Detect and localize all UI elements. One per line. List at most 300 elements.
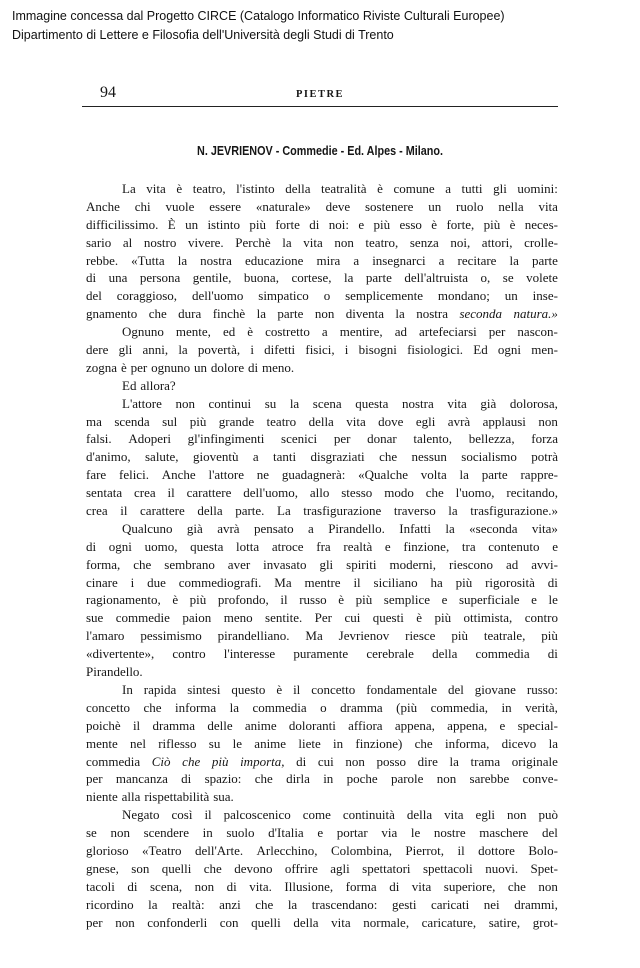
word: essere (209, 198, 242, 214)
word: confonderli (147, 914, 208, 930)
word: per (333, 431, 351, 447)
word: che (379, 449, 398, 465)
word: dire (417, 753, 438, 769)
word: attori, (481, 234, 513, 250)
word: non (507, 807, 527, 823)
word: deve (325, 198, 351, 214)
word: e (552, 538, 558, 554)
word: che (133, 556, 152, 572)
word: salute, (144, 449, 179, 465)
word: ruolo (456, 198, 484, 214)
word: Infatti (399, 520, 432, 536)
word: riescono (449, 556, 494, 572)
word: carattere (186, 485, 232, 501)
word: ne (256, 467, 270, 483)
word: è (120, 359, 127, 375)
word: il (204, 807, 212, 823)
word: e (317, 825, 324, 841)
word: sue (86, 610, 104, 626)
word: allora? (140, 377, 176, 393)
word: falsi. (86, 431, 112, 447)
word: è (172, 592, 179, 608)
word: a (438, 252, 445, 268)
text-line (86, 180, 558, 198)
word: insegnarci (372, 252, 426, 268)
word: l'istinto (236, 181, 275, 196)
word: son (131, 860, 150, 876)
word: a (445, 181, 451, 196)
word: anzi (219, 896, 241, 912)
word: forza (531, 431, 558, 447)
word: la (449, 753, 459, 769)
word: teatro, (192, 181, 226, 196)
word: gl'infingimenti (187, 431, 265, 447)
text-line (86, 914, 558, 932)
word: delle (207, 717, 233, 733)
word: tanti (273, 449, 297, 465)
word: suolo (226, 825, 255, 841)
word: cortese, (291, 270, 332, 286)
word: Pirandello. (86, 664, 143, 680)
word: il (132, 717, 141, 733)
text-line (86, 896, 558, 914)
word: non (115, 914, 135, 930)
word: Adoperi (128, 431, 171, 447)
word: la (256, 306, 266, 322)
word: buona, (243, 270, 279, 286)
word: carattere (140, 503, 185, 519)
text-line (86, 216, 558, 234)
word: di (248, 359, 259, 375)
word: La (277, 503, 291, 519)
word: Pirandello. (328, 520, 385, 536)
word: glorioso (86, 842, 129, 858)
word: allo (309, 485, 330, 501)
word: forte, (446, 216, 475, 232)
word: cinare (86, 574, 118, 590)
word: vuole (165, 198, 195, 214)
text-line (86, 323, 558, 341)
word: ad (394, 324, 407, 340)
word: recitare (457, 252, 497, 268)
word: nella (498, 198, 524, 214)
text-line (86, 377, 558, 395)
word: nostra (416, 306, 449, 322)
word: in (202, 825, 213, 841)
word: Perchè (235, 234, 271, 250)
text-line (86, 269, 558, 287)
word: «Qualche (358, 467, 408, 483)
word: chi (134, 198, 151, 214)
word: la (178, 342, 188, 358)
word: parte (365, 270, 392, 286)
word: o (320, 699, 327, 715)
word: volta (420, 467, 447, 483)
word: rispettabilità (144, 789, 210, 805)
word: mente (86, 735, 118, 751)
word: rigorosità (485, 574, 535, 590)
word: o, (480, 270, 491, 286)
word: se (86, 825, 97, 841)
word: in (333, 735, 344, 751)
word: ottimista, (463, 610, 513, 626)
word: sul (162, 413, 178, 429)
page-number: 94 (100, 84, 116, 101)
word: Illusione, (284, 878, 334, 894)
word: seconda (459, 306, 503, 322)
word: difficilissimo. (86, 216, 159, 232)
word: dirla (286, 771, 310, 787)
word: concetto (86, 699, 131, 715)
word: verità, (525, 699, 558, 715)
word: trama (470, 753, 501, 769)
word: ognuno (151, 359, 191, 375)
word: uomo, (144, 538, 178, 554)
word: avrà (447, 413, 471, 429)
word: che (203, 860, 222, 876)
word: un (194, 359, 207, 375)
word: aver (227, 556, 251, 572)
word: quelli (251, 914, 281, 930)
text-line (86, 413, 558, 431)
word: informa, (444, 735, 490, 751)
word: cerebrale (366, 646, 414, 662)
word: comune (393, 181, 435, 196)
word: commedia (86, 753, 141, 769)
word: via (381, 825, 398, 841)
word: se (502, 270, 514, 286)
word: dolorosa, (509, 395, 558, 411)
word: teatrale, (483, 628, 526, 644)
word: Ognuno (122, 324, 164, 340)
word: al (122, 234, 133, 250)
running-title: PIETRE (295, 89, 345, 100)
word: dell'uomo, (243, 485, 298, 501)
word: in (323, 771, 334, 787)
word: cui (344, 610, 361, 626)
word: parte (277, 306, 304, 322)
word: niente (86, 789, 118, 805)
word: più (355, 592, 373, 608)
word: più (451, 628, 468, 644)
word: non (538, 413, 558, 429)
word: vita (411, 878, 432, 894)
text-line (86, 395, 558, 413)
word: recitando, (506, 485, 558, 501)
word: gli (118, 342, 133, 358)
word: i (344, 342, 349, 358)
word: sembrano (164, 556, 215, 572)
word: l'attore (208, 467, 244, 483)
word: di (547, 574, 558, 590)
word: a (252, 449, 259, 465)
review-title: N. JEVRIENOV - Commedie - Ed. Alpes - Milano. (197, 143, 443, 158)
word: nostra (200, 252, 232, 268)
word: e (384, 538, 391, 554)
word: nel (130, 735, 146, 751)
text-line (86, 663, 558, 681)
word: la (289, 395, 300, 411)
word: dicevo (501, 735, 537, 751)
word: dell'Arte. (194, 842, 244, 858)
word: vita (444, 807, 464, 823)
word: rappre- (520, 467, 558, 483)
word: meno (223, 610, 253, 626)
word: di (547, 646, 558, 662)
word: che (425, 485, 444, 501)
word: anime (254, 735, 287, 751)
word: tutti (461, 181, 483, 196)
word: Qualcuno (122, 520, 173, 536)
word: invasato (263, 556, 307, 572)
word: forma, (86, 556, 121, 572)
text-line (86, 520, 558, 538)
word: commedia, (430, 699, 488, 715)
word: avvi- (531, 556, 558, 572)
word: anni, (142, 342, 169, 358)
text-line (86, 681, 558, 699)
word: Ciò (151, 753, 171, 769)
word: la (287, 896, 298, 912)
word: è (377, 181, 383, 196)
word: per (488, 324, 506, 340)
word: commediografi. (178, 574, 262, 590)
word: potrà (531, 449, 558, 465)
word: del (541, 825, 558, 841)
word: già (480, 395, 497, 411)
word: «Tutta (131, 252, 165, 268)
word: inse- (532, 288, 558, 304)
word: forte (275, 216, 300, 232)
word: fisiologici. (407, 342, 464, 358)
word: più (373, 216, 391, 232)
word: non (345, 753, 365, 769)
word: vita (331, 914, 351, 930)
word: la (459, 467, 469, 483)
word: il (353, 574, 361, 590)
word: di (86, 538, 97, 554)
word: poichè (86, 717, 121, 733)
word: affiora (348, 717, 383, 733)
word: rebbe. (86, 252, 119, 268)
text-line (86, 627, 558, 645)
word: liete (298, 735, 321, 751)
word: semplicemente (345, 288, 424, 304)
word: il (293, 681, 301, 697)
credit-line: Immagine concessa dal Progetto CIRCE (Catalogo Informatico Riviste Culturali Europee) (12, 9, 505, 23)
word: costretto (265, 324, 310, 340)
word: è (416, 610, 423, 626)
word: mondano; (437, 288, 490, 304)
word: con (219, 914, 239, 930)
text-line (86, 753, 558, 771)
word: la (343, 270, 354, 286)
word: non (314, 306, 335, 322)
word: L'attore (122, 395, 162, 411)
word: In (122, 681, 133, 697)
word: è (509, 216, 516, 232)
word: siciliano (373, 574, 418, 590)
word: scenici (281, 431, 318, 447)
word: dere (86, 342, 109, 358)
word: sintesi (187, 681, 221, 697)
word: mancanza (115, 771, 168, 787)
word: atroce (271, 538, 304, 554)
word: teatro (266, 413, 297, 429)
word: avrà (217, 520, 240, 536)
word: finzione) (355, 735, 403, 751)
word: gesti (391, 896, 417, 912)
text-line (86, 466, 558, 484)
word: che (148, 306, 167, 322)
word: appena, (394, 717, 435, 733)
word: conve- (522, 771, 558, 787)
word: del (86, 288, 102, 304)
word: La (122, 181, 136, 196)
word: noi, (450, 234, 471, 250)
word: del (447, 681, 464, 697)
word: noi: (328, 216, 349, 232)
word: di (296, 753, 307, 769)
word: spiriti (346, 556, 377, 572)
word: esso (399, 216, 422, 232)
word: che (143, 699, 162, 715)
word: maschere (479, 825, 529, 841)
word: gnese, (86, 860, 119, 876)
word: gioventù (192, 449, 239, 465)
word: parte (481, 467, 508, 483)
word: teatro, (365, 234, 399, 250)
running-header (82, 84, 558, 107)
word: Ed (122, 377, 137, 393)
word: questo (231, 681, 266, 697)
text-line (86, 699, 558, 717)
word: è (247, 324, 254, 340)
word: Ed (473, 342, 488, 358)
word: l'amaro (86, 628, 125, 644)
word: grot- (532, 914, 558, 930)
word: di (226, 878, 237, 894)
word: già (186, 520, 203, 536)
word: pirandelliano. (217, 628, 290, 644)
word: Pierrot, (405, 842, 445, 858)
word: simpatico (258, 288, 309, 304)
word: questa (190, 538, 224, 554)
word: anime (244, 717, 277, 733)
word: non (194, 878, 215, 894)
word: zogna (86, 359, 118, 375)
word: riesce (405, 628, 436, 644)
word: «Teatro (142, 842, 182, 858)
word: finchè (212, 306, 246, 322)
word: stesso (341, 485, 373, 501)
word: artefeciarsi (419, 324, 477, 340)
word: di (389, 878, 400, 894)
word: nessun (411, 449, 447, 465)
word: ogni (108, 538, 132, 554)
word: ragionamento, (86, 592, 161, 608)
word: paion (182, 610, 212, 626)
word: due (147, 574, 166, 590)
word: spazio: (204, 771, 242, 787)
word: la (509, 252, 519, 268)
word: tacoli (86, 878, 115, 894)
word: Arlecchino, (256, 842, 318, 858)
word: dura (178, 306, 202, 322)
word: su (208, 735, 221, 751)
word: lotta (236, 538, 260, 554)
text-line (86, 556, 558, 574)
word: gentile, (192, 270, 232, 286)
word: dottore (478, 842, 515, 858)
word: non (538, 878, 558, 894)
word: rapida (143, 681, 177, 697)
text-line (86, 717, 558, 735)
word: le (410, 825, 421, 841)
word: modo (384, 485, 414, 501)
word: su (264, 395, 277, 411)
word: d'animo, (86, 449, 131, 465)
word: semplice (383, 592, 430, 608)
word: il (280, 592, 288, 608)
word: di (127, 878, 138, 894)
word: palcoscenico (223, 807, 291, 823)
word: questi (372, 610, 404, 626)
word: il (167, 485, 175, 501)
word: vita. (249, 878, 272, 894)
word: Anche (161, 467, 196, 483)
word: è (338, 592, 344, 608)
word: persona (139, 270, 181, 286)
word: vita» (531, 520, 558, 536)
text-line (86, 735, 558, 753)
word: e (358, 216, 365, 232)
word: vita (538, 198, 558, 214)
text-line (86, 502, 558, 520)
word: pensato (253, 520, 294, 536)
word: gli (319, 556, 334, 572)
word: che (507, 878, 526, 894)
word: la (177, 252, 188, 268)
word: agli (330, 860, 350, 876)
word: ogni (497, 342, 522, 358)
word: disgraziati (310, 449, 365, 465)
text-line (86, 842, 558, 860)
word: bellezza, (468, 431, 515, 447)
word: nuovi. (485, 860, 519, 876)
text-line (86, 430, 558, 448)
word: Ma (305, 628, 323, 644)
credit-line: Dipartimento di Lettere e Filosofia dell'Università degli Studi di Trento (12, 28, 394, 42)
word: realtà (343, 538, 373, 554)
word: men- (531, 342, 558, 358)
word: a (321, 324, 328, 340)
word: alla (121, 789, 141, 805)
text-line (86, 788, 558, 806)
word: commedia (252, 699, 307, 715)
word: fondamentale (366, 681, 437, 697)
word: istinto (207, 216, 240, 232)
word: che (414, 735, 433, 751)
word: Jevrienov (338, 628, 390, 644)
word: sentata (86, 485, 123, 501)
word: parole (390, 771, 424, 787)
word: fisici, (305, 342, 335, 358)
word: più (483, 216, 501, 232)
word: socialismo (461, 449, 517, 465)
word: coraggioso, (116, 288, 178, 304)
word: finzione, (403, 538, 450, 554)
